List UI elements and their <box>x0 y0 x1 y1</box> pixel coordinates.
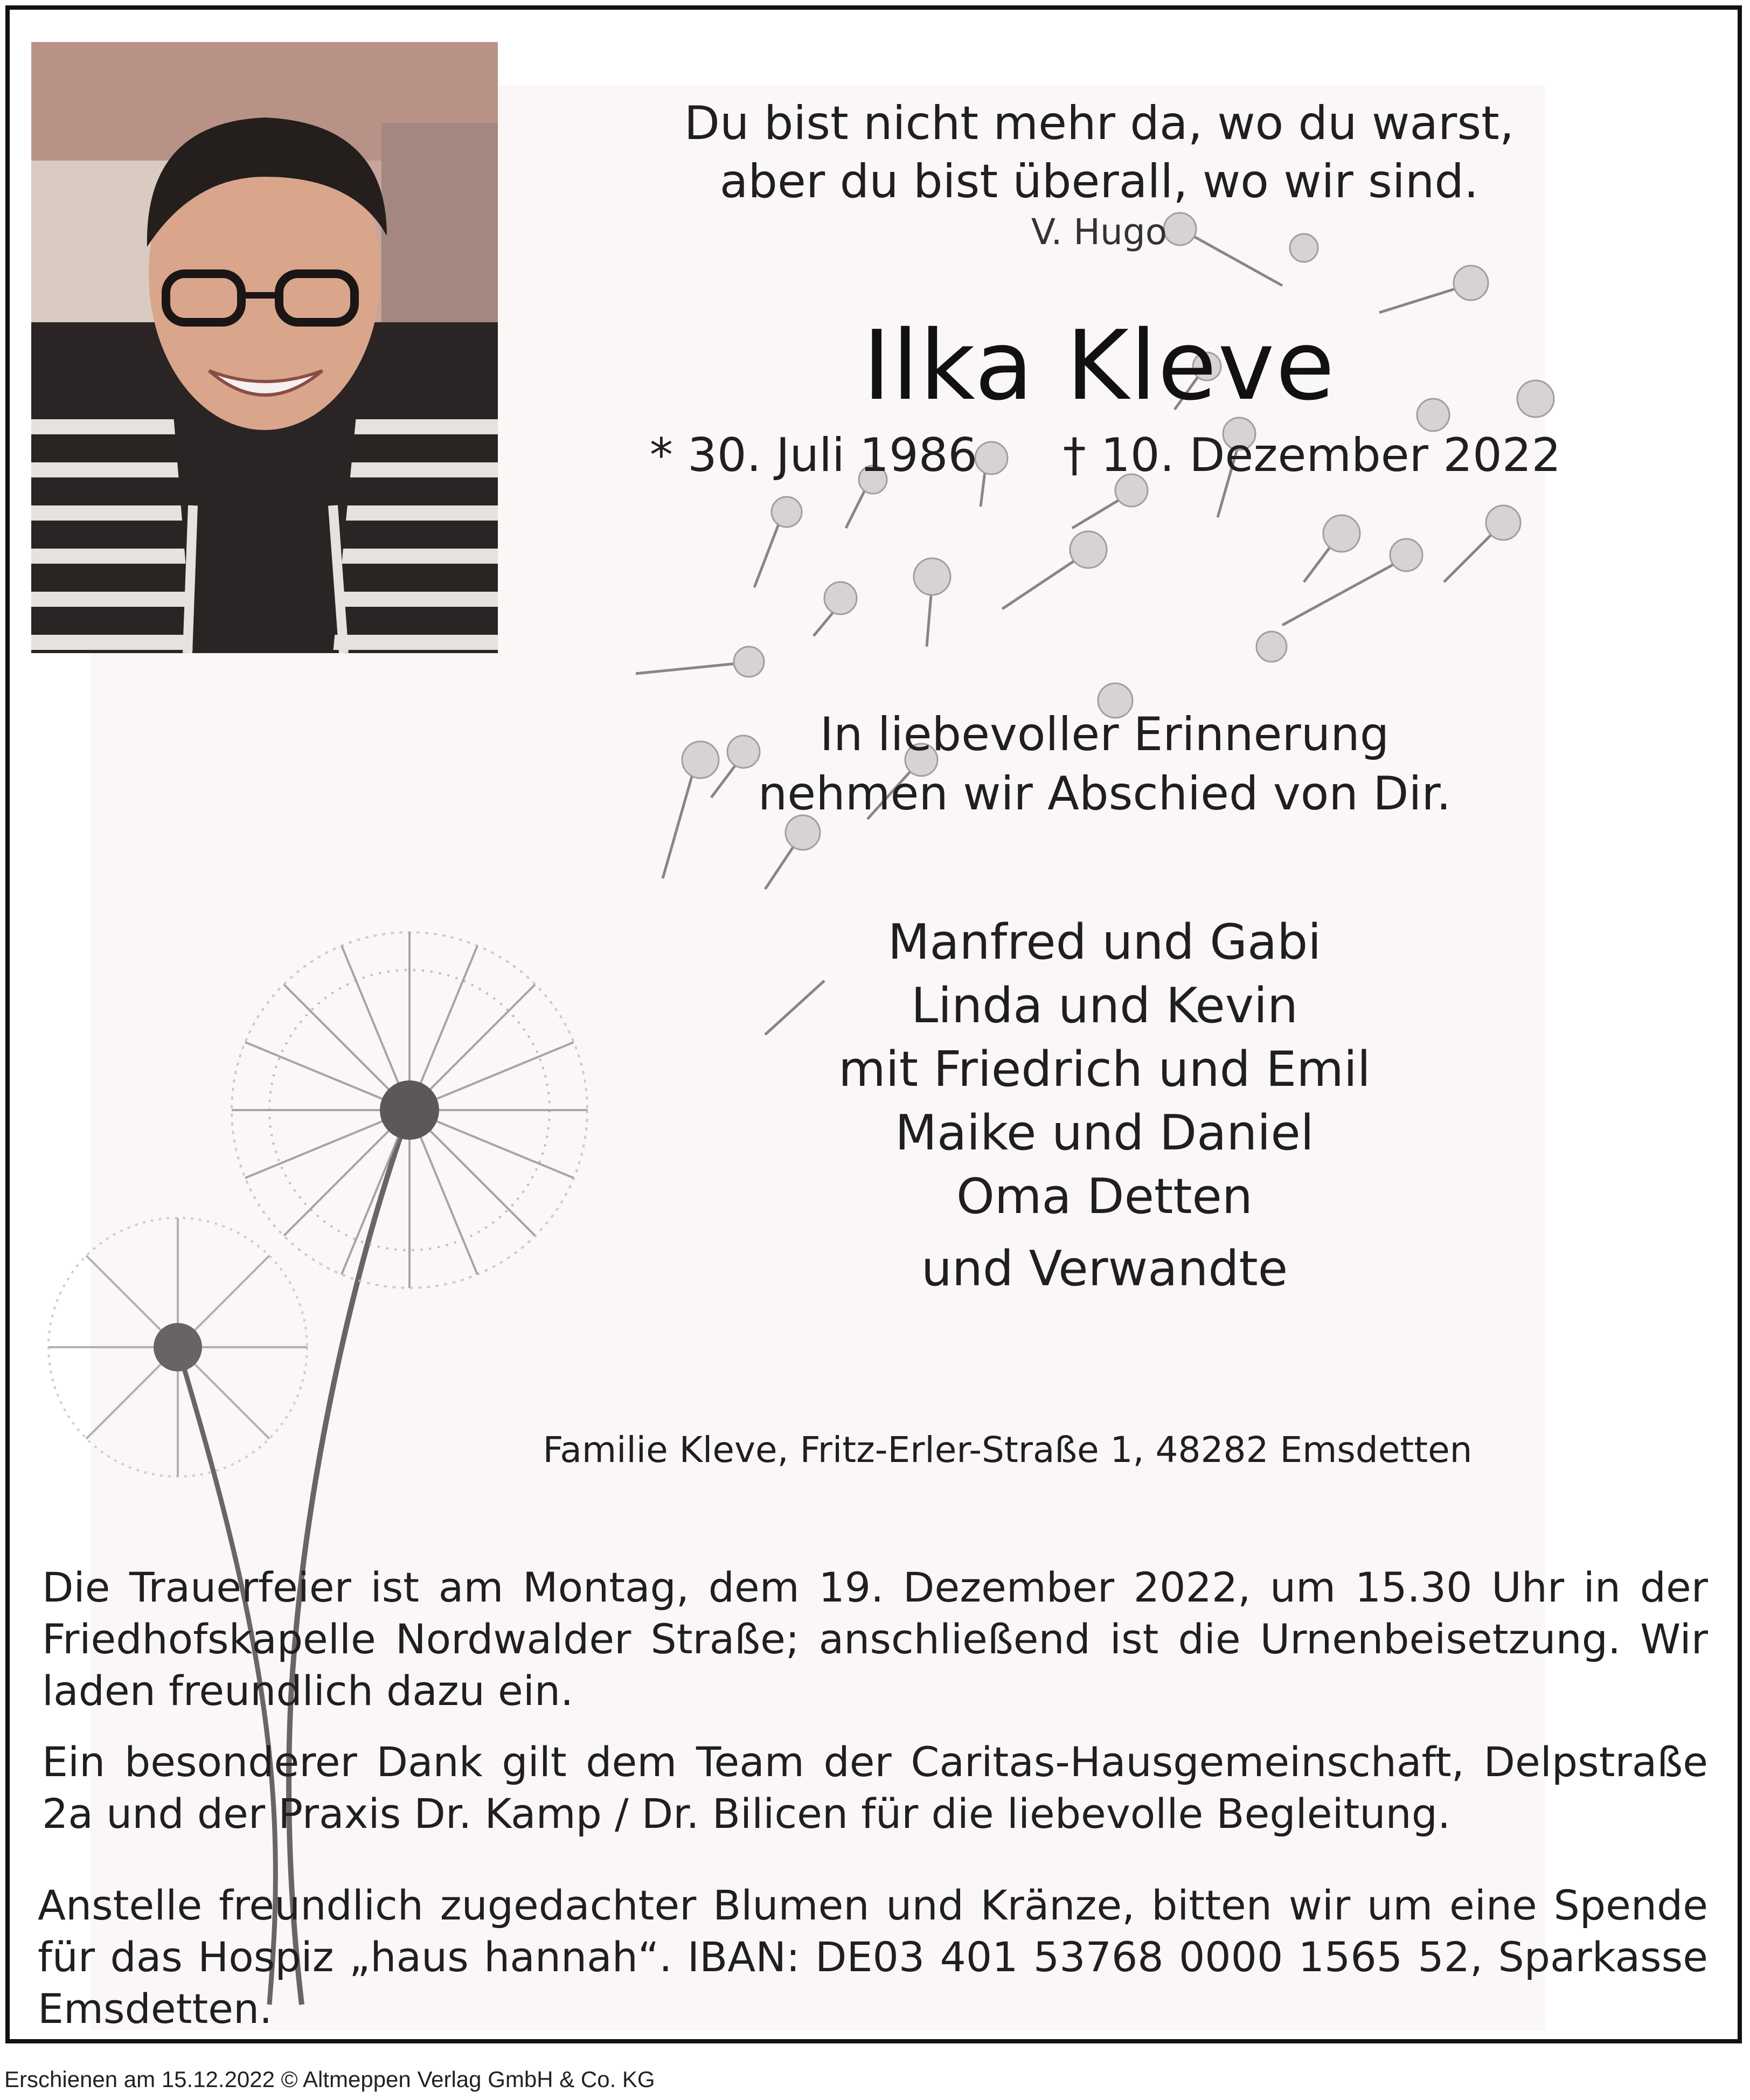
publication-footer: Erschienen am 15.12.2022 © Altmeppen Verlag GmbH & Co. KG <box>4 2067 655 2092</box>
family-address: Familie Kleve, Fritz-Erler-Straße 1, 48282 Emsdetten <box>543 1429 1473 1471</box>
thanks-paragraph: Ein besonderer Dank gilt dem Team der Caritas-Hausgemeinschaft, Delpstraße 2a und der Praxis Dr. Kamp / Dr. Bilicen für die liebevolle Begleitung. <box>42 1738 1708 1838</box>
portrait-image <box>31 42 498 653</box>
quote-author: V. Hugo <box>1031 211 1168 253</box>
portrait-photo <box>31 42 498 653</box>
mourner-line: Maike und Daniel <box>895 1105 1314 1161</box>
quote-line-1: Du bist nicht mehr da, wo du warst, <box>684 96 1515 150</box>
mourner-line: mit Friedrich und Emil <box>838 1041 1371 1098</box>
mourner-line: Manfred und Gabi <box>887 914 1322 971</box>
quote-line-2: aber du bist überall, wo wir sind. <box>719 155 1479 209</box>
mourner-line: Oma Detten <box>956 1168 1253 1225</box>
mourners-list <box>727 911 1482 1229</box>
birth-date: * 30. Juli 1986 <box>649 428 978 482</box>
memory-text <box>647 705 1563 823</box>
memory-line-1: In liebevoller Erinnerung <box>820 708 1390 761</box>
mourner-line: Linda und Kevin <box>911 978 1298 1034</box>
memory-line-2: nehmen wir Abschied von Dir. <box>758 767 1452 821</box>
deceased-name: Ilka Kleve <box>862 310 1336 421</box>
quote <box>641 94 1557 211</box>
relatives-line: und Verwandte <box>921 1240 1288 1297</box>
donation-paragraph: Anstelle freundlich zugedachter Blumen und Kränze, bitten wir um eine Spende für das Hospiz „haus hannah“. IBAN: DE03 401 53768 0000 1565 52, Sparkasse Emsdetten. <box>38 1881 1708 2033</box>
funeral-paragraph: Die Trauerfeier ist am Montag, dem 19. Dezember 2022, um 15.30 Uhr in der Friedhofskapelle Nordwalder Straße; anschließend ist die Urnenbeisetzung. Wir laden freundlich dazu ein. <box>42 1563 1708 1715</box>
death-date: † 10. Dezember 2022 <box>1062 428 1561 482</box>
